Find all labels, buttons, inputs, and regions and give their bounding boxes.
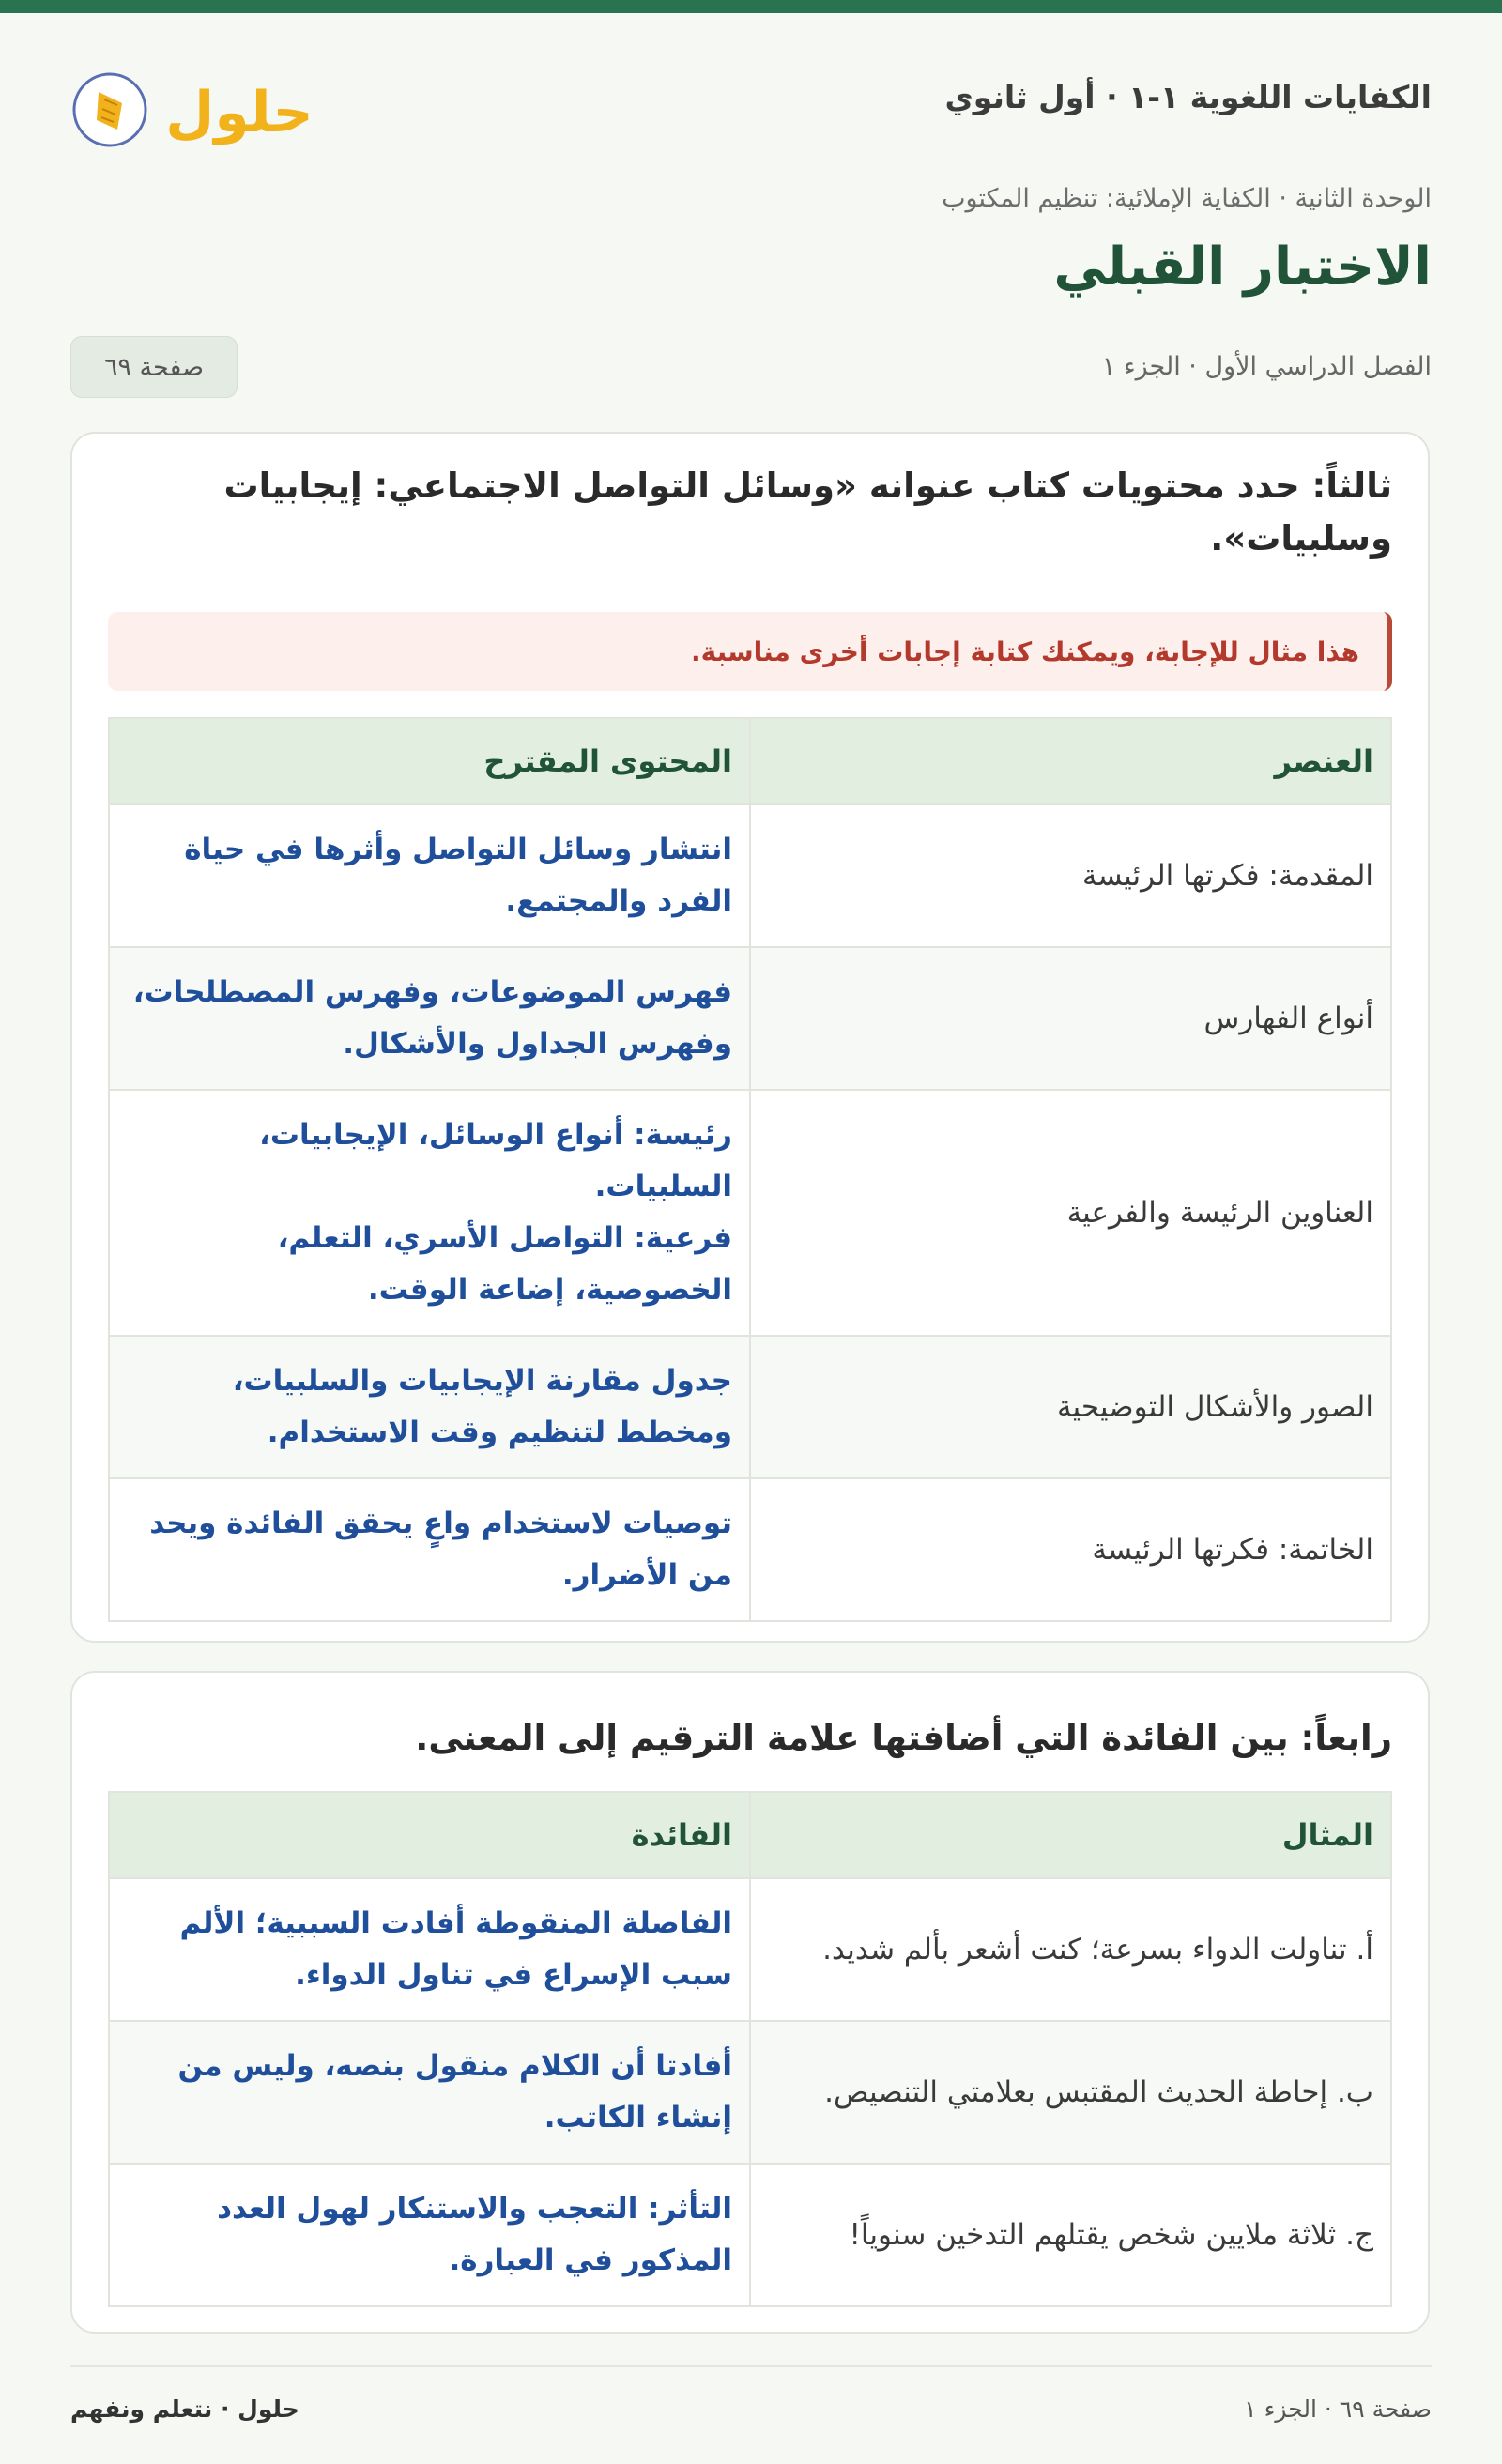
element-cell: الخاتمة: فكرتها الرئيسة [750, 1478, 1391, 1621]
benefit-cell: الفاصلة المنقوطة أفادت السببية؛ الألم سبب الإسراع في تناول الدواء. [109, 1878, 750, 2021]
book-contents-table [108, 717, 1392, 1622]
page-title: الاختبار القبلي [1053, 237, 1432, 298]
sub-headings-text: فرعية: التواصل الأسري، التعلم، الخصوصية، إضاعة الوقت. [277, 1221, 732, 1307]
table-row [109, 1878, 1391, 2021]
svg-text:حلول: حلول [165, 80, 314, 145]
content-cell: انتشار وسائل التواصل وأثرها في حياة الفرد والمجتمع. [109, 804, 750, 947]
column-header-example: المثال [750, 1792, 1391, 1878]
element-cell: أنواع الفهارس [750, 947, 1391, 1090]
element-cell: المقدمة: فكرتها الرئيسة [750, 804, 1391, 947]
benefit-cell: التأثر: التعجب والاستنكار لهول العدد المذكور في العبارة. [109, 2164, 750, 2306]
page-number-badge: صفحة ٦٩ [70, 336, 238, 398]
content-cell: جدول مقارنة الإيجابيات والسلبيات، ومخطط لتنظيم وقت الاستخدام. [109, 1336, 750, 1478]
table-row [109, 804, 1391, 947]
footer-divider [70, 2365, 1432, 2367]
element-cell: الصور والأشكال التوضيحية [750, 1336, 1391, 1478]
element-cell: العناوين الرئيسة والفرعية [750, 1090, 1391, 1336]
footer-brand: حلول · نتعلم ونفهم [70, 2395, 299, 2423]
example-answer-note: هذا مثال للإجابة، ويمكنك كتابة إجابات أخرى مناسبة. [108, 612, 1392, 691]
section-four-card [70, 1671, 1430, 2334]
table-row [109, 947, 1391, 1090]
table-row [109, 2021, 1391, 2164]
main-headings-text: رئيسة: أنواع الوسائل، الإيجابيات، السلبيات. [259, 1118, 732, 1203]
example-cell: أ. تناولت الدواء بسرعة؛ كنت أشعر بألم شديد. [750, 1878, 1391, 2021]
punctuation-table [108, 1791, 1392, 2307]
content-cell [109, 1090, 750, 1336]
table-row [109, 1090, 1391, 1336]
header-region [70, 13, 1432, 178]
hulul-logo[interactable] [70, 58, 324, 161]
footer-page-info: صفحة ٦٩ · الجزء ١ [1244, 2395, 1432, 2423]
column-header-benefit: الفائدة [109, 1792, 750, 1878]
column-header-content: المحتوى المقترح [109, 718, 750, 804]
page-header [70, 13, 1432, 178]
section-three-card [70, 432, 1430, 1643]
top-accent-bar [0, 0, 1502, 13]
table-header-row [109, 1792, 1391, 1878]
table-row [109, 2164, 1391, 2306]
section-four-question: رابعاً: بين الفائدة التي أضافتها علامة الترقيم إلى المعنى. [415, 1718, 1392, 1758]
table-header-row [109, 718, 1391, 804]
benefit-cell: أفادتا أن الكلام منقول بنصه، وليس من إنشاء الكاتب. [109, 2021, 750, 2164]
content-cell: توصيات لاستخدام واعٍ يحقق الفائدة ويحد من الأضرار. [109, 1478, 750, 1621]
section-three-question: ثالثاً: حدد محتويات كتاب عنوانه «وسائل التواصل الاجتماعي: إيجابيات وسلبيات». [223, 466, 1392, 559]
content-cell: فهرس الموضوعات، وفهرس المصطلحات، وفهرس الجداول والأشكال. [109, 947, 750, 1090]
table-row [109, 1478, 1391, 1621]
example-cell: ج. ثلاثة ملايين شخص يقتلهم التدخين سنوياً! [750, 2164, 1391, 2306]
series-title: الكفايات اللغوية ١-١ · أول ثانوي [944, 79, 1432, 115]
example-cell: ب. إحاطة الحديث المقتبس بعلامتي التنصيص. [750, 2021, 1391, 2164]
breadcrumb: الوحدة الثانية · الكفاية الإملائية: تنظيم المكتوب [942, 184, 1432, 213]
term-line: الفصل الدراسي الأول · الجزء ١ [1101, 352, 1432, 381]
column-header-element: العنصر [750, 718, 1391, 804]
table-row [109, 1336, 1391, 1478]
